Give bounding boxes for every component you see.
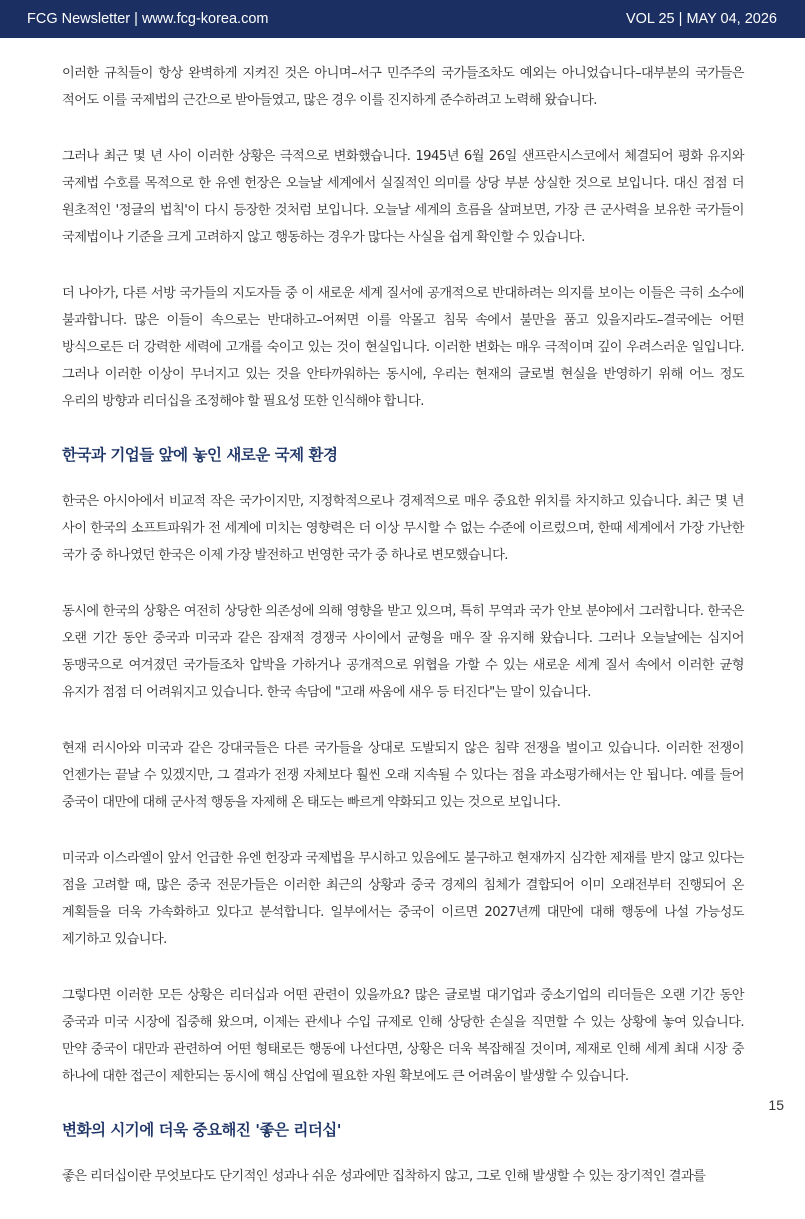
paragraph: 더 나아가, 다른 서방 국가들의 지도자들 중 이 새로운 세계 질서에 공개적으로 반대하려는 의지를 보이는 이들은 극히 소수에 불과합니다. 많은 이들이 속으로는 반대하고–어쩌면 이를 악몰고 침묵 속에서 불만을 품고 있을지라도–결국에는 어떤 방식으로든 더 강력한 세력에 고개를 숙이고 있는 것이 현실입니다. 이러한 변화는 매우 극적이며 깊이 우려스러운 일입니다. 그러나 이러한 이상이 무너지고 있는 것을 안타까워하는 동시에, 우리는 현재의 글로벌 현실을 반영하기 위해 어느 정도 우리의 방향과 리더십을 조정해야 할 필요성 또한 인식해야 합니다. bbox=[62, 286, 744, 409]
paragraph: 동시에 한국의 상황은 여전히 상당한 의존성에 의해 영향을 받고 있으며, 특히 무역과 국가 안보 분야에서 그러합니다. 한국은 오랜 기간 동안 중국과 미국과 같은 잠재적 경쟁국 사이에서 균형을 매우 잘 유지해 왔습니다. 그러나 오늘날에는 심지어 동맹국으로 여겨졌던 국가들조차 압박을 가하거나 공개적으로 위협을 가할 수 있는 새로운 세계 질서 속에서 이러한 균형 유지가 점점 더 어려워지고 있습니다. 한국 속담에 "고래 싸움에 새우 등 터진다"는 말이 있습니다. bbox=[62, 604, 744, 700]
paragraph: 이러한 규칙들이 항상 완벽하게 지켜진 것은 아니며–서구 민주주의 국가들조차도 예외는 아니었습니다–대부분의 국가들은 적어도 이를 국제법의 근간으로 받아들였고, 많은 경우 이를 진지하게 준수하려고 노력해 왔습니다. bbox=[62, 66, 744, 108]
header-site-info: FCG Newsletter | www.fcg-korea.com bbox=[27, 11, 269, 27]
section-heading: 한국과 기업들 앞에 놓인 새로운 국제 환경 bbox=[62, 446, 338, 464]
section-heading: 변화의 시기에 더욱 중요해진 '좋은 리더십' bbox=[62, 1121, 342, 1139]
paragraph: 그렇다면 이러한 모든 상황은 리더십과 어떤 관련이 있을까요? 많은 글로벌 대기업과 중소기업의 리더들은 오랜 기간 동안 중국과 미국 시장에 집중해 왔으며, 이제는 관세나 수입 규제로 인해 상당한 손실을 직면할 수 있는 상황에 놓여 있습니다. 만약 중국이 대만과 관련하여 어떤 형태로든 행동에 나선다면, 상황은 더욱 복잡해질 것이며, 제재로 인해 세계 최대 시장 중 하나에 대한 접근이 제한되는 동시에 핵심 산업에 필요한 자원 확보에도 큰 어려움이 발생할 수 있습니다. bbox=[62, 988, 744, 1084]
paragraph: 현재 러시아와 미국과 같은 강대국들은 다른 국가들을 상대로 도발되지 않은 침략 전쟁을 벌이고 있습니다. 이러한 전쟁이 언젠가는 끝날 수 있겠지만, 그 결과가 전쟁 자체보다 훨씬 오래 지속될 수 있다는 점을 과소평가해서는 안 됩니다. 예를 들어 중국이 대만에 대해 군사적 행동을 자제해 온 태도는 빠르게 약화되고 있는 것으로 보입니다. bbox=[62, 741, 744, 810]
page-number: 15 bbox=[768, 1097, 784, 1113]
paragraph: 그러나 최근 몇 년 사이 이러한 상황은 극적으로 변화했습니다. 1945년 6월 26일 샌프란시스코에서 체결되어 평화 유지와 국제법 수호를 목적으로 한 유엔 헌장은 오늘날 세계에서 실질적인 의미를 상당 부분 상실한 것으로 보입니다. 대신 점점 더 원초적인 '정글의 법칙'이 다시 등장한 것처럼 보입니다. 오늘날 세계의 흐름을 살펴보면, 가장 큰 군사력을 보유한 국가들이 국제법이나 기준을 크게 고려하지 않고 행동하는 경우가 많다는 사실을 쉽게 확인할 수 있습니다. bbox=[62, 149, 744, 245]
article-body bbox=[62, 60, 744, 1219]
paragraph: 한국은 아시아에서 비교적 작은 국가이지만, 지정학적으로나 경제적으로 매우 중요한 위치를 차지하고 있습니다. 최근 몇 년 사이 한국의 소프트파워가 전 세계에 미치는 영향력은 더 이상 무시할 수 없는 수준에 이르렀으며, 한때 세계에서 가장 가난한 국가 중 하나였던 한국은 이제 가장 발전하고 번영한 국가 중 하나로 변모했습니다. bbox=[62, 494, 744, 563]
newsletter-header bbox=[0, 0, 805, 38]
paragraph: 좋은 리더십이란 무엇보다도 단기적인 성과나 쉬운 성과에만 집착하지 않고, 그로 인해 발생할 수 있는 장기적인 결과를 bbox=[62, 1169, 706, 1184]
header-issue-date: VOL 25 | MAY 04, 2026 bbox=[625, 11, 777, 27]
paragraph: 미국과 이스라엘이 앞서 언급한 유엔 헌장과 국제법을 무시하고 있음에도 불구하고 현재까지 심각한 제재를 받지 않고 있다는 점을 고려할 때, 많은 중국 전문가들은 이러한 최근의 상황과 중국 경제의 침체가 결합되어 이미 오래전부터 진행되어 온 계획들을 더욱 가속화하고 있다고 분석합니다. 일부에서는 중국이 이르면 2027년께 대만에 대해 행동에 나설 가능성도 제기하고 있습니다. bbox=[62, 851, 744, 947]
